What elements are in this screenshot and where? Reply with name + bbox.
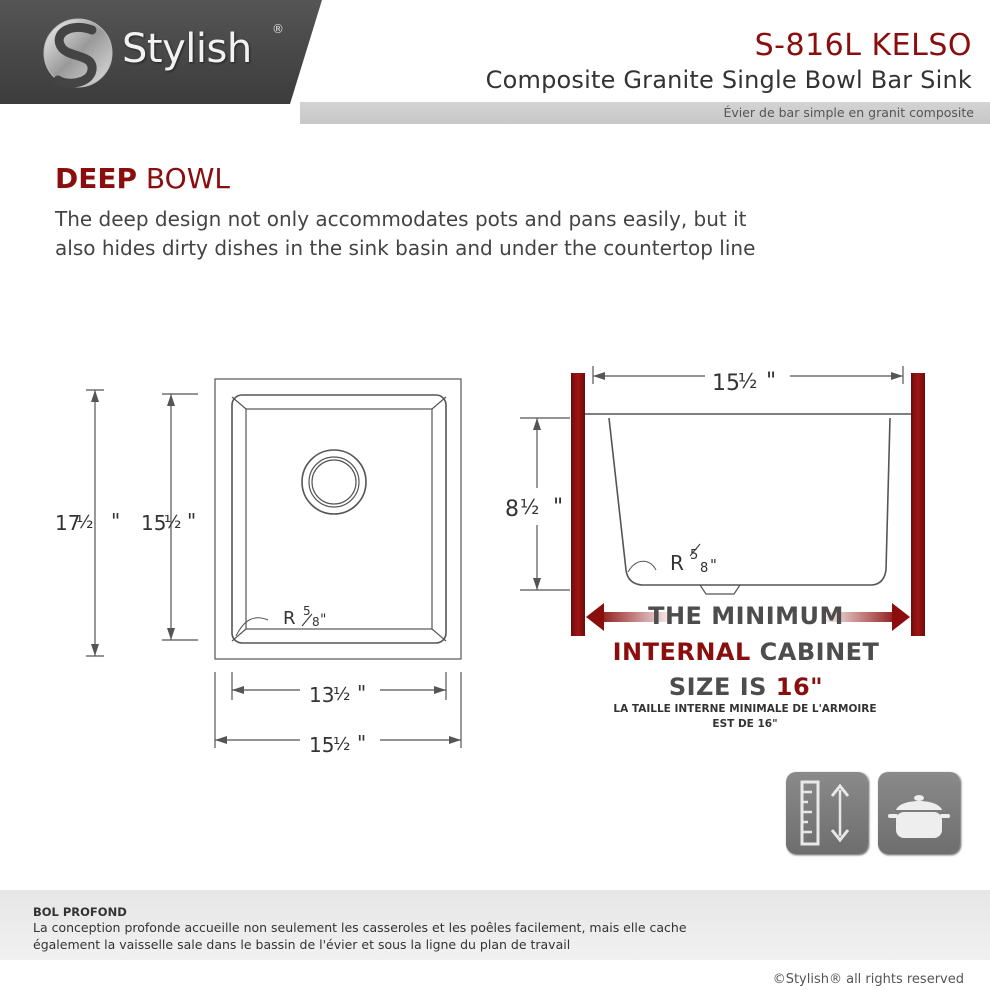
cabinet-line3-prefix: SIZE IS	[668, 673, 776, 701]
cabinet-line2-rest: CABINET	[750, 638, 880, 666]
footer-body-fr: La conception profonde accueille non seulement les casseroles et les poêles facilement, mais elle cache également la vaisselle sale dans le bassin de l'évier et sous la ligne du plan de travail	[33, 920, 687, 952]
side-width-fraction: ½	[738, 369, 758, 393]
cabinet-line3-red: 16"	[775, 673, 824, 701]
sink-inner-bowl	[232, 395, 446, 643]
top-radius-unit: "	[320, 612, 327, 628]
side-radius-numerator: 5	[690, 548, 699, 563]
side-radius-denominator: 8	[700, 561, 709, 576]
sink-bowl-floor	[246, 409, 432, 629]
top-radius-denominator: 8	[312, 615, 320, 629]
inner-width-whole: 13	[309, 683, 335, 707]
outer-height-inch-mark: "	[111, 509, 121, 533]
side-depth-whole: 8	[505, 497, 519, 522]
model-title: S-816L KELSO	[754, 28, 972, 63]
inner-height-fraction: ½	[164, 512, 182, 533]
cabinet-wall-left	[571, 373, 585, 636]
inner-height-inch-mark: "	[187, 509, 197, 533]
inner-width-fraction: ½	[333, 684, 351, 705]
cabinet-fr-text	[590, 702, 900, 732]
drain-icon	[302, 450, 366, 514]
side-depth-inch-mark: "	[553, 495, 564, 520]
top-view-drawing	[40, 360, 500, 760]
pot-icon	[878, 772, 960, 854]
side-width-inch-mark: "	[766, 369, 777, 394]
side-view-drawing	[490, 360, 940, 640]
cabinet-fr-line2: EST DE 16"	[712, 718, 778, 730]
depth-ruler-icon	[786, 772, 868, 854]
side-radius-unit: "	[710, 556, 717, 574]
feature-title-rest: BOWL	[137, 162, 230, 195]
sink-outer-rim	[215, 379, 461, 659]
cabinet-line2	[596, 638, 896, 666]
copyright: ©Stylish® all rights reserved	[772, 972, 964, 987]
stylish-s-logo-icon	[44, 19, 112, 87]
feature-title-bold: DEEP	[55, 162, 138, 195]
cabinet-line1: THE MINIMUM	[648, 602, 844, 630]
cabinet-fr-line1: LA TAILLE INTERNE MINIMALE DE L'ARMOIRE	[613, 703, 877, 715]
feature-description: The deep design not only accommodates pots and pans easily, but it also hides dirty dishes in the sink basin and under the countertop line	[55, 207, 756, 260]
side-depth-fraction: ½	[520, 495, 540, 519]
header-band	[0, 0, 990, 104]
side-width-whole: 15	[712, 371, 740, 396]
outer-width-fraction: ½	[333, 734, 351, 755]
brand-logo-text: Stylish	[122, 26, 252, 72]
inner-height-whole: 15	[141, 511, 167, 535]
brand-registered-mark: ®	[272, 22, 284, 36]
top-radius-numerator: 5	[303, 604, 311, 618]
sink-side-profile	[609, 418, 890, 585]
side-radius-label: R	[670, 551, 684, 575]
outer-height-whole: 17	[55, 511, 81, 535]
cabinet-line3	[596, 673, 896, 701]
outer-width-inch-mark: "	[357, 731, 367, 755]
cabinet-wall-right	[911, 373, 925, 636]
top-radius-label: R	[283, 608, 296, 629]
cabinet-line2-red: INTERNAL	[612, 638, 751, 666]
feature-title	[55, 162, 230, 195]
outer-width-whole: 15	[309, 733, 335, 757]
inner-width-inch-mark: "	[357, 681, 367, 705]
footer-heading-fr: BOL PROFOND	[33, 905, 127, 919]
product-name-fr: Évier de bar simple en granit composite	[723, 105, 974, 120]
drain-outlet	[700, 585, 740, 594]
outer-height-fraction: ½	[76, 512, 94, 533]
product-name: Composite Granite Single Bowl Bar Sink	[485, 66, 972, 94]
